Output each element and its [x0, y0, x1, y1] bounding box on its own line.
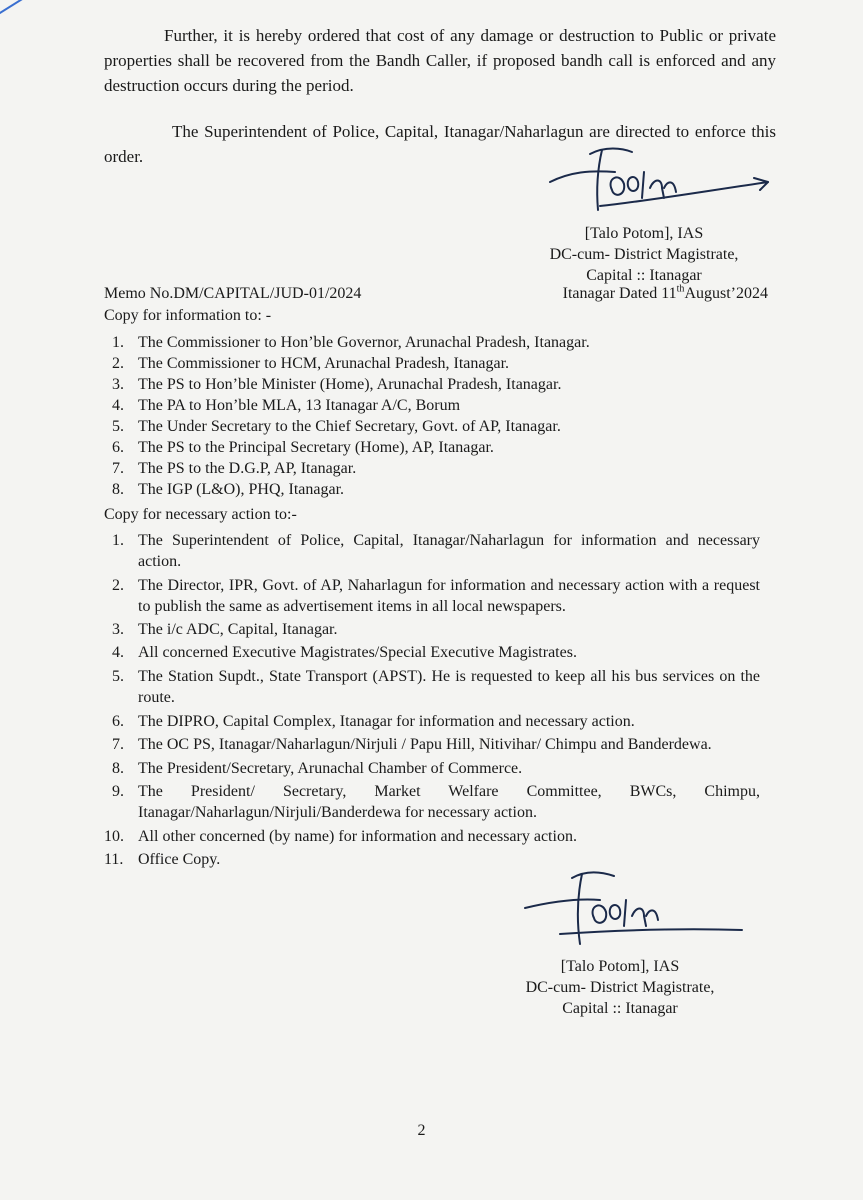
list-item [104, 781, 760, 823]
list-item [104, 458, 764, 479]
list-item-number: 6. [112, 713, 124, 730]
signatory-name: [Talo Potom], IAS [584, 225, 704, 242]
list-item-text: The Commissioner to Hon’ble Governor, Arunachal Pradesh, Itanagar. [138, 334, 590, 351]
signatory-designation: DC-cum- District Magistrate, [549, 246, 739, 263]
signatory-office: Capital :: Itanagar [586, 267, 702, 284]
list-item-number: 11. [104, 851, 124, 868]
signature-block-top [504, 223, 784, 286]
memo-number: Memo No.DM/CAPITAL/JUD-01/2024 [104, 285, 362, 302]
signatory-designation: DC-cum- District Magistrate, [525, 979, 715, 996]
list-item [104, 666, 760, 708]
list-item-number: 7. [112, 460, 124, 477]
list-item [104, 575, 760, 617]
list-item-text: All other concerned (by name) for information and necessary action. [138, 828, 577, 845]
list-item-text: All concerned Executive Magistrates/Special Executive Magistrates. [138, 644, 577, 661]
copy-info-list [104, 332, 764, 500]
list-item [104, 642, 760, 663]
list-item [104, 395, 764, 416]
list-item-number: 5. [112, 668, 124, 685]
list-item-text: The OC PS, Itanagar/Naharlagun/Nirjuli / Papu Hill, Nitivihar/ Chimpu and Banderdewa. [138, 736, 712, 753]
list-item [104, 416, 764, 437]
signature-block-bottom [480, 956, 760, 1019]
list-item-number: 4. [112, 644, 124, 661]
list-item-text: The PS to the D.G.P, AP, Itanagar. [138, 460, 357, 477]
list-item [104, 437, 764, 458]
list-item [104, 849, 760, 870]
list-item-number: 5. [112, 418, 124, 435]
list-item-text: The i/c ADC, Capital, Itanagar. [138, 621, 338, 638]
handwritten-signature-top [540, 142, 775, 227]
list-item-text: The Under Secretary to the Chief Secretary, Govt. of AP, Itanagar. [138, 418, 561, 435]
list-item-text: The PS to the Principal Secretary (Home), AP, Itanagar. [138, 439, 494, 456]
list-item-text: The IGP (L&O), PHQ, Itanagar. [138, 481, 345, 498]
list-item-number: 8. [112, 481, 124, 498]
list-item-number: 8. [112, 760, 124, 777]
list-item [104, 353, 764, 374]
list-item-number: 4. [112, 397, 124, 414]
list-item-number: 3. [112, 376, 124, 393]
list-item-text: The Director, IPR, Govt. of AP, Naharlagun for information and necessary action with a request to publish the same as advertisement items in all local newspapers. [138, 577, 760, 615]
list-item-number: 6. [112, 439, 124, 456]
list-item-text: The Superintendent of Police, Capital, Itanagar/Naharlagun for information and necessary action. [138, 532, 760, 570]
list-item-text: The Commissioner to HCM, Arunachal Pradesh, Itanagar. [138, 355, 510, 372]
list-item-text: The DIPRO, Capital Complex, Itanagar for information and necessary action. [138, 713, 635, 730]
list-item-text: The President/ Secretary, Market Welfare Committee, BWCs, Chimpu, Itanagar/Naharlagun/Nirjuli/Banderdewa for necessary action. [138, 783, 760, 821]
list-item [104, 530, 760, 572]
list-item [104, 374, 764, 395]
list-item [104, 711, 760, 732]
copy-action-heading: Copy for necessary action to:- [104, 506, 297, 523]
list-item [104, 479, 764, 500]
handwritten-signature-bottom [520, 868, 750, 953]
signatory-name: [Talo Potom], IAS [560, 958, 680, 975]
list-item-text: Office Copy. [138, 851, 221, 868]
list-item-text: The Station Supdt., State Transport (APST). He is requested to keep all his bus services on the route. [138, 668, 760, 706]
list-item [104, 619, 760, 640]
list-item-number: 3. [112, 621, 124, 638]
corner-mark [0, 0, 42, 20]
list-item-text: The PS to Hon’ble Minister (Home), Arunachal Pradesh, Itanagar. [138, 376, 562, 393]
list-item-text: The President/Secretary, Arunachal Chamber of Commerce. [138, 760, 523, 777]
list-item-number: 2. [112, 577, 124, 594]
page-number: 2 [417, 1122, 426, 1139]
memo-date: Itanagar Dated 11thAugust’2024 [562, 283, 768, 302]
list-item [104, 826, 760, 847]
signatory-office: Capital :: Itanagar [562, 1000, 678, 1017]
paragraph-enforcement: The Superintendent of Police, Capital, Itanagar/Naharlagun are directed to enforce this order. [104, 122, 776, 166]
list-item-number: 9. [112, 783, 124, 800]
copy-action-list [104, 530, 760, 870]
paragraph-damage-recovery: Further, it is hereby ordered that cost of any damage or destruction to Public or private properties shall be recovered from the Bandh Caller, if proposed bandh call is enforced and any destruction occurs during the period. [104, 26, 776, 95]
list-item-number: 10. [104, 828, 124, 845]
list-item-number: 2. [112, 355, 124, 372]
list-item-text: The PA to Hon’ble MLA, 13 Itanagar A/C, Borum [138, 397, 461, 414]
list-item [104, 332, 764, 353]
copy-info-heading: Copy for information to: - [104, 307, 272, 324]
list-item-number: 7. [112, 736, 124, 753]
list-item [104, 758, 760, 779]
list-item-number: 1. [112, 532, 124, 549]
list-item-number: 1. [112, 334, 124, 351]
list-item [104, 734, 760, 755]
